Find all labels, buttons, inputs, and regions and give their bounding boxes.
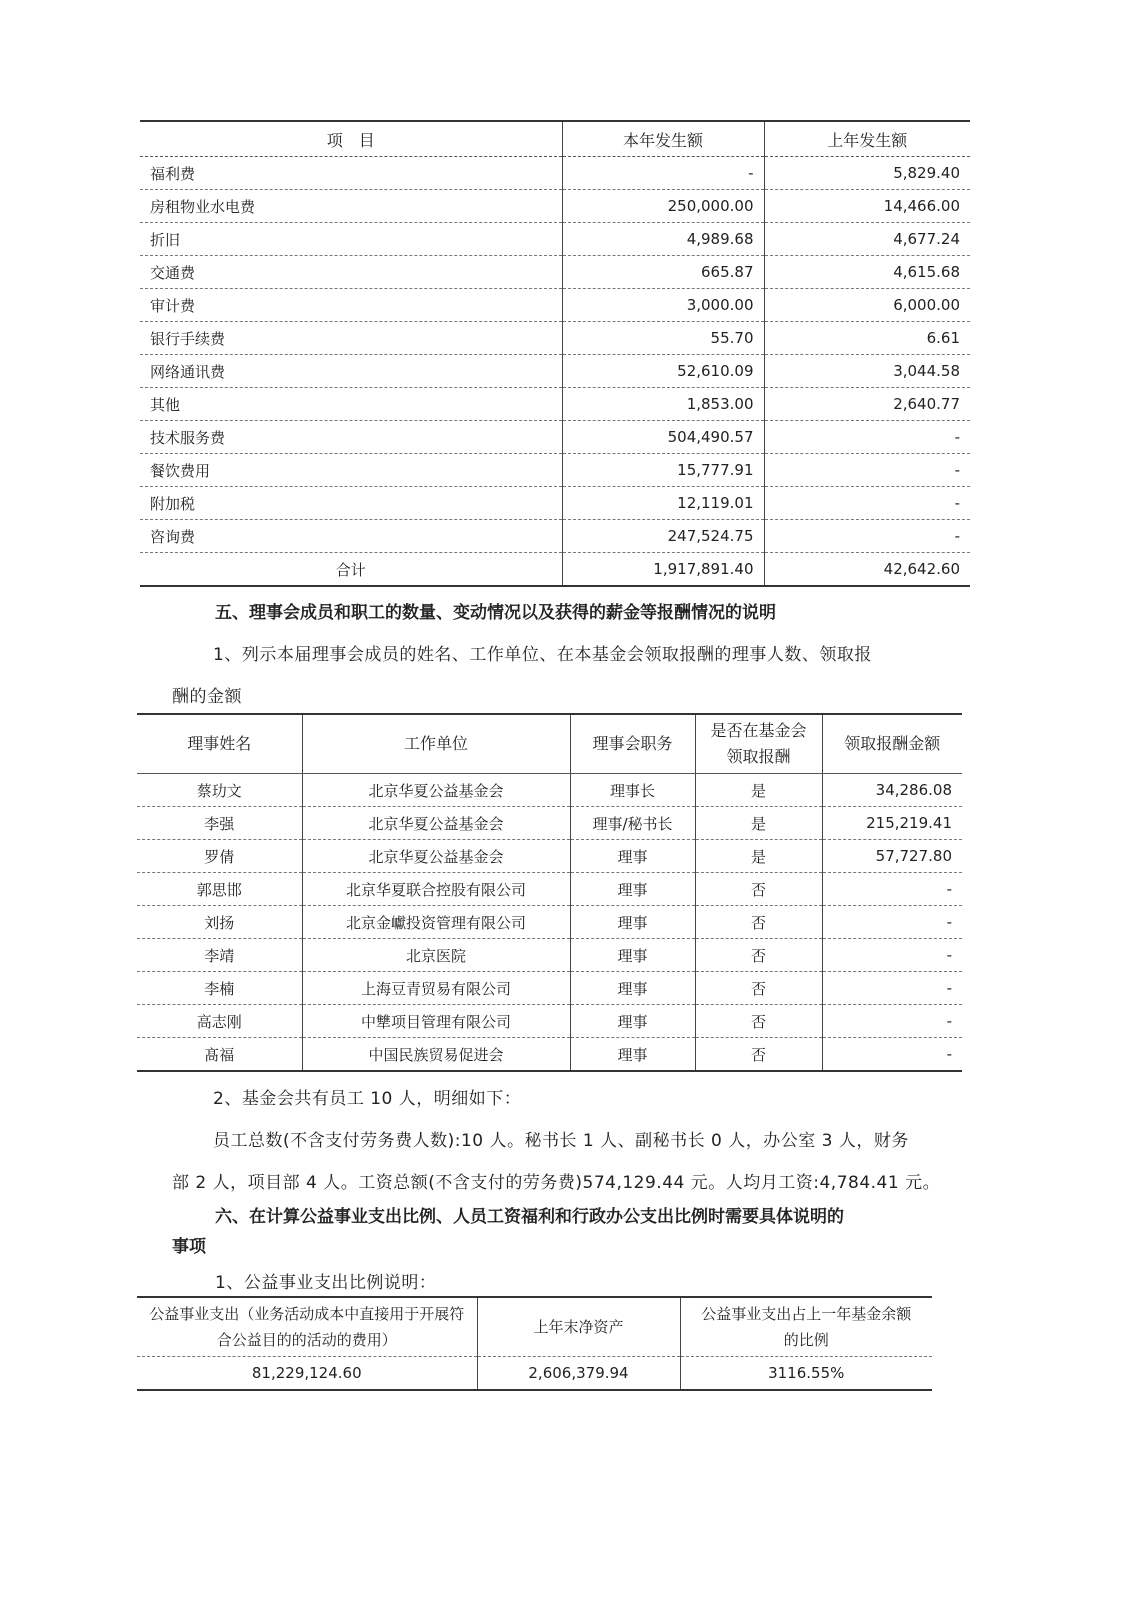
- role-cell: 理事: [570, 1005, 695, 1038]
- table-row: [140, 256, 970, 289]
- table-row: [140, 223, 970, 256]
- amount-cell: -: [822, 1005, 962, 1038]
- table-row: [137, 1038, 962, 1072]
- expense-item-cell: 餐饮费用: [140, 454, 562, 487]
- member-name-cell: 高志刚: [137, 1005, 302, 1038]
- role-cell: 理事: [570, 906, 695, 939]
- previous-amount-cell: -: [764, 454, 970, 487]
- current-amount-cell: 1,853.00: [562, 388, 764, 421]
- column-header-amount: 领取报酬金额: [822, 714, 962, 774]
- previous-amount-cell: 6.61: [764, 322, 970, 355]
- table-row: [137, 939, 962, 972]
- member-name-cell: 髙福: [204, 1045, 235, 1064]
- member-name-cell: 李靖: [137, 939, 302, 972]
- paid-flag-cell: 否: [695, 939, 822, 972]
- column-header-charity-expense: 公益事业支出（业务活动成本中直接用于开展符合公益目的的活动的费用）: [137, 1297, 477, 1357]
- column-header-name: 理事姓名: [137, 714, 302, 774]
- current-amount-cell: 55.70: [562, 322, 764, 355]
- current-amount-cell: -: [562, 157, 764, 190]
- employer-cell: 北京医院: [302, 939, 570, 972]
- board-members-table: [137, 713, 962, 1072]
- previous-amount-cell: 3,044.58: [764, 355, 970, 388]
- previous-amount-cell: -: [764, 520, 970, 553]
- table-header-row: [137, 1297, 932, 1357]
- current-amount-cell: 250,000.00: [562, 190, 764, 223]
- charity-expense-value: 81,229,124.60: [251, 1364, 362, 1382]
- employer-cell: 北京华夏公益基金会: [302, 774, 570, 807]
- role-cell: 理事: [570, 939, 695, 972]
- total-current-cell: 1,917,891.40: [562, 553, 764, 587]
- employer-cell: 北京华夏联合控股有限公司: [302, 873, 570, 906]
- paid-flag-cell: 否: [695, 1005, 822, 1038]
- section-5-item1-line1: 1、列示本届理事会成员的姓名、工作单位、在本基金会领取报酬的理事人数、领取报: [213, 645, 872, 665]
- previous-amount-cell: 6,000.00: [764, 289, 970, 322]
- staff-detail-line2: 部 2 人，项目部 4 人。工资总额(不含支付的劳务费)574,129.44 元。人均月工资:4,784.41 元。: [172, 1173, 941, 1193]
- paid-flag-cell: 否: [695, 906, 822, 939]
- table-row: [140, 355, 970, 388]
- amount-cell: -: [822, 1038, 962, 1072]
- column-header-ratio: 公益事业支出占上一年基金余额的比例: [680, 1297, 932, 1357]
- current-amount-cell: 3,000.00: [562, 289, 764, 322]
- charity-ratio-table: [137, 1296, 932, 1391]
- section-5-item1-line2: 酬的金额: [172, 687, 242, 707]
- table-row: [137, 1005, 962, 1038]
- table-row: [140, 421, 970, 454]
- previous-amount-cell: 14,466.00: [764, 190, 970, 223]
- total-row: [140, 553, 970, 587]
- column-header-paid: 是否在基金会领取报酬: [695, 714, 822, 774]
- expense-item-cell: 银行手续费: [140, 322, 562, 355]
- current-amount-cell: 15,777.91: [562, 454, 764, 487]
- column-header-previous: 上年发生额: [764, 121, 970, 157]
- employer-cell: 北京华夏公益基金会: [302, 807, 570, 840]
- staff-count-line: 2、基金会共有员工 10 人，明细如下：: [213, 1089, 522, 1109]
- amount-cell: 34,286.08: [822, 774, 962, 807]
- role-cell: 理事/秘书长: [570, 807, 695, 840]
- role-cell: 理事长: [570, 774, 695, 807]
- role-cell: 理事: [570, 1038, 695, 1072]
- member-name-cell: 刘扬: [137, 906, 302, 939]
- role-cell: 理事: [570, 840, 695, 873]
- total-previous-cell: 42,642.60: [764, 553, 970, 587]
- amount-cell: -: [822, 972, 962, 1005]
- previous-amount-cell: 5,829.40: [764, 157, 970, 190]
- section-6-heading-line2: 事项: [172, 1237, 206, 1257]
- expense-item-cell: 网络通讯费: [140, 355, 562, 388]
- member-name-cell: 郭思邯: [137, 873, 302, 906]
- amount-cell: -: [822, 873, 962, 906]
- expense-item-cell: 其他: [140, 388, 562, 421]
- table-row: [137, 972, 962, 1005]
- table-row: [137, 906, 962, 939]
- table-row: [140, 322, 970, 355]
- member-name-cell: 李楠: [137, 972, 302, 1005]
- employer-cell: 中犨项目管理有限公司: [302, 1005, 570, 1038]
- previous-amount-cell: -: [764, 421, 970, 454]
- table-header-row: [140, 121, 970, 157]
- current-amount-cell: 4,989.68: [562, 223, 764, 256]
- previous-amount-cell: 2,640.77: [764, 388, 970, 421]
- table-row: [137, 1357, 932, 1391]
- expense-item-cell: 审计费: [140, 289, 562, 322]
- member-name-cell: 蔡玏文: [137, 774, 302, 807]
- member-name-cell: 李强: [137, 807, 302, 840]
- expense-item-cell: 附加税: [140, 487, 562, 520]
- section-6-item1: 1、公益事业支出比例说明：: [215, 1273, 437, 1293]
- table-row: [137, 873, 962, 906]
- table-row: [140, 520, 970, 553]
- employer-cell: 北京金巘投资管理有限公司: [302, 906, 570, 939]
- table-header-row: [137, 714, 962, 774]
- table-row: [140, 454, 970, 487]
- staff-detail-line1: 员工总数(不含支付劳务费人数):10 人。秘书长 1 人、副秘书长 0 人，办公室 3 人，财务: [213, 1131, 909, 1151]
- paid-flag-cell: 否: [695, 1038, 822, 1072]
- expense-item-cell: 咨询费: [140, 520, 562, 553]
- expense-table: [140, 120, 970, 587]
- total-label-cell: 合计: [335, 560, 366, 579]
- column-header-employer: 工作单位: [302, 714, 570, 774]
- table-row: [140, 487, 970, 520]
- table-row: [137, 807, 962, 840]
- paid-flag-cell: 是: [695, 840, 822, 873]
- current-amount-cell: 504,490.57: [562, 421, 764, 454]
- column-header-role: 理事会职务: [570, 714, 695, 774]
- employer-cell: 上海豆青贸易有限公司: [302, 972, 570, 1005]
- expense-item-cell: 福利费: [140, 157, 562, 190]
- expense-item-cell: 技术服务费: [140, 421, 562, 454]
- column-header-item: 项 目: [140, 121, 562, 157]
- table-row: [140, 190, 970, 223]
- employer-cell: 中国民族贸易促进会: [302, 1038, 570, 1072]
- expense-item-cell: 交通费: [140, 256, 562, 289]
- paid-flag-cell: 否: [695, 972, 822, 1005]
- section-6-heading-line1: 六、在计算公益事业支出比例、人员工资福利和行政办公支出比例时需要具体说明的: [215, 1207, 844, 1227]
- role-cell: 理事: [570, 972, 695, 1005]
- paid-flag-cell: 是: [695, 774, 822, 807]
- amount-cell: -: [822, 939, 962, 972]
- current-amount-cell: 665.87: [562, 256, 764, 289]
- table-row: [137, 840, 962, 873]
- column-header-net-assets: 上年末净资产: [477, 1297, 680, 1357]
- ratio-value: 3116.55%: [680, 1357, 932, 1391]
- table-row: [137, 774, 962, 807]
- role-cell: 理事: [570, 873, 695, 906]
- previous-amount-cell: 4,615.68: [764, 256, 970, 289]
- table-row: [140, 289, 970, 322]
- expense-item-cell: 房租物业水电费: [140, 190, 562, 223]
- expense-item-cell: 折旧: [140, 223, 562, 256]
- section-5-heading: 五、理事会成员和职工的数量、变动情况以及获得的薪金等报酬情况的说明: [215, 603, 776, 623]
- net-assets-value: 2,606,379.94: [477, 1357, 680, 1391]
- previous-amount-cell: 4,677.24: [764, 223, 970, 256]
- paid-flag-cell: 否: [695, 873, 822, 906]
- current-amount-cell: 247,524.75: [562, 520, 764, 553]
- amount-cell: 215,219.41: [822, 807, 962, 840]
- paid-flag-cell: 是: [695, 807, 822, 840]
- employer-cell: 北京华夏公益基金会: [302, 840, 570, 873]
- column-header-current: 本年发生额: [562, 121, 764, 157]
- amount-cell: -: [822, 906, 962, 939]
- table-row: [140, 157, 970, 190]
- table-row: [140, 388, 970, 421]
- current-amount-cell: 12,119.01: [562, 487, 764, 520]
- member-name-cell: 罗倩: [137, 840, 302, 873]
- previous-amount-cell: -: [764, 487, 970, 520]
- current-amount-cell: 52,610.09: [562, 355, 764, 388]
- amount-cell: 57,727.80: [822, 840, 962, 873]
